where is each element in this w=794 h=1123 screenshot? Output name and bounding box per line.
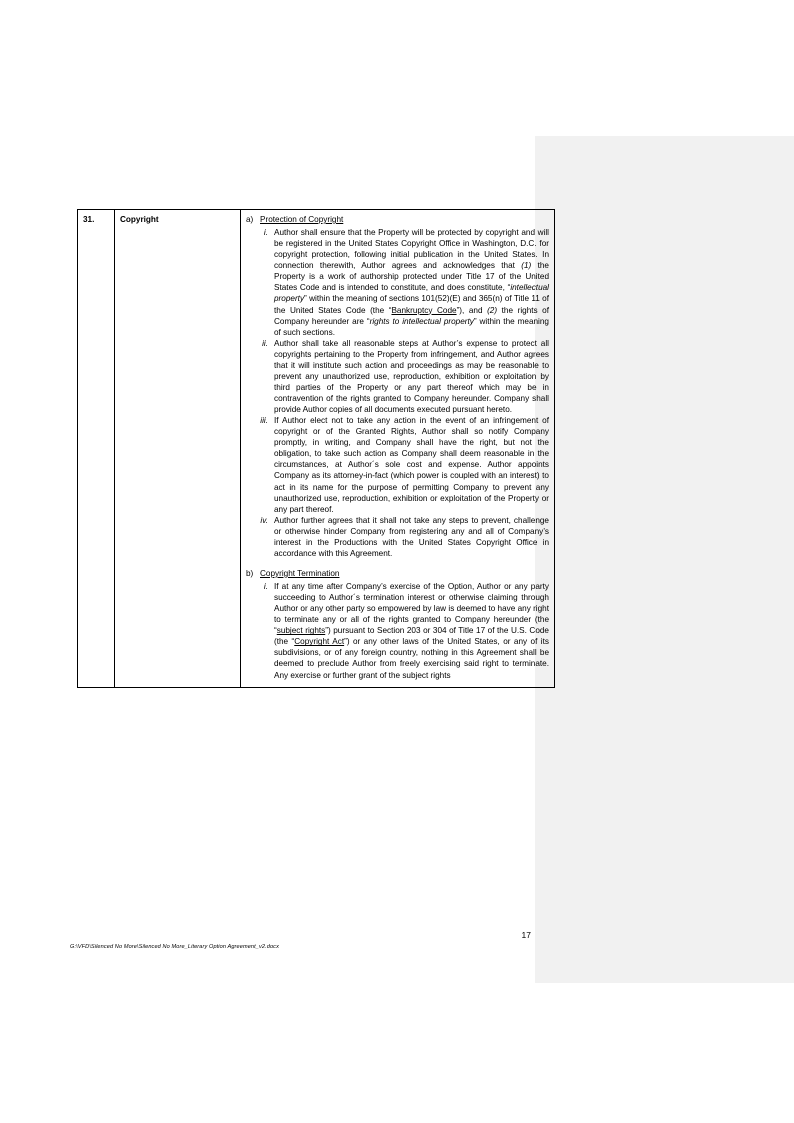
clause-text-run: subject rights (276, 626, 326, 636)
list-item (246, 415, 549, 515)
clause-text-run: Author further agrees that it shall not take any steps to prevent, challenge or otherwise hinder Company from registering any and all of Company’s interest in the Productions with the United States Copyright Office in accordance with this Agreement. (274, 515, 549, 558)
copyright-clause-table (77, 209, 555, 688)
section-item-list (246, 581, 549, 681)
clause-text-run: Copyright Act (294, 637, 345, 647)
list-item-marker: ii. (262, 338, 268, 348)
clause-text-run: ”), and (456, 305, 488, 315)
clause-text-run: If at any time after Company’s exercise of the Option, Author or any party succeeding to Author´s termination interest or otherwise claiming through Author or any other party so empowered by law is deemed to have any right to terminate any or all of the rights granted to Company hereunder (the “ (274, 582, 549, 636)
list-item (246, 515, 549, 559)
clause-text-run: rights to intellectual property (369, 316, 474, 326)
page-number: 17 (521, 930, 531, 940)
clause-text-run: (2) (487, 305, 498, 315)
clause-text-run: ” within the meaning of such sections. (274, 316, 549, 337)
section-spacer (246, 559, 549, 568)
list-item (246, 227, 549, 338)
clause-text-run: ”) or any other laws of the United States, or any of its subdivisions, or of any foreign country, nothing in this Agreement shall be deemed to preclude Author from freely exercising said right to terminate. Any exercise or further grant of the subject rights (274, 637, 549, 680)
clause-text-run: (1) (521, 261, 532, 271)
section-marker: a) (246, 215, 254, 224)
footer-file-path: G:\VFD\Silenced No More\Silenced No More_Literary Option Agreement_v2.docx (70, 944, 279, 950)
list-item-marker: iii. (260, 416, 268, 426)
section-heading (246, 568, 549, 579)
clause-body-cell (241, 210, 555, 688)
clause-text-run: ” within the meaning of sections 101(52)(E) and 365(n) of Title 11 of the United States Code (the “ (274, 294, 549, 315)
list-item (246, 338, 549, 415)
section-heading (246, 214, 549, 225)
list-item (246, 581, 549, 681)
list-item-marker: i. (263, 228, 268, 238)
section-heading-text: Copyright Termination (260, 568, 340, 578)
clause-number-cell: 31. (78, 210, 115, 688)
section-marker: b) (246, 568, 254, 578)
clause-text-run: intellectual property (274, 283, 549, 304)
list-item-marker: iv. (260, 515, 268, 525)
clause-text-run: If Author elect not to take any action in the event of an infringement of copyright or of the Granted Rights, Author shall so notify Company promptly, in writing, and Company shall have the right, but not the obligation, to take such action as Company shall deem reasonable in the circumstances, at Author´s sole cost and expense. Author appoints Company as its attorney-in-fact (which power is coupled with an interest) to act in its name for the purpose of permitting Company to prevent any unauthorized use, reproduction, exhibition or exploitation of the Property or any part thereof. (274, 416, 549, 514)
table-row (78, 210, 555, 688)
clause-title-cell: Copyright (115, 210, 241, 688)
side-panel (535, 136, 794, 983)
clause-text-run: the rights of Company hereunder are “ (274, 305, 549, 326)
clause-text-run: Author shall ensure that the Property will be protected by copyright and will be registered in the United States Copyright Office in Washington, D.C. for copyright protection, following initial publication in the United States. In connection therewith, Author agrees and acknowledges that (274, 228, 549, 271)
clause-text-run: Bankruptcy Code (391, 305, 457, 315)
clause-body-content (246, 214, 549, 681)
section-heading-text: Protection of Copyright (260, 215, 344, 224)
clause-text-run: the Property is a work of authorship protected under Title 17 of the United States Code and is intended to constitute, and does constitute, “ (274, 261, 549, 293)
list-item-marker: i. (263, 582, 268, 591)
clause-text-run: Author shall take all reasonable steps at Author’s expense to protect all copyrights pertaining to the Property from infringement, and Author agrees that it will institute such action and proceedings as may be reasonable to prevent any unauthorized use, reproduction, exhibition or exploitation by third parties of the Property or any part thereof which may be in contravention of the rights granted to Company hereunder. Company shall provide Author copies of all documents executed pursuant hereto. (274, 338, 549, 415)
clause-text-run: ”) pursuant to Section 203 or 304 of Title 17 of the U.S. Code (the “ (274, 626, 549, 647)
section-item-list (246, 227, 549, 559)
